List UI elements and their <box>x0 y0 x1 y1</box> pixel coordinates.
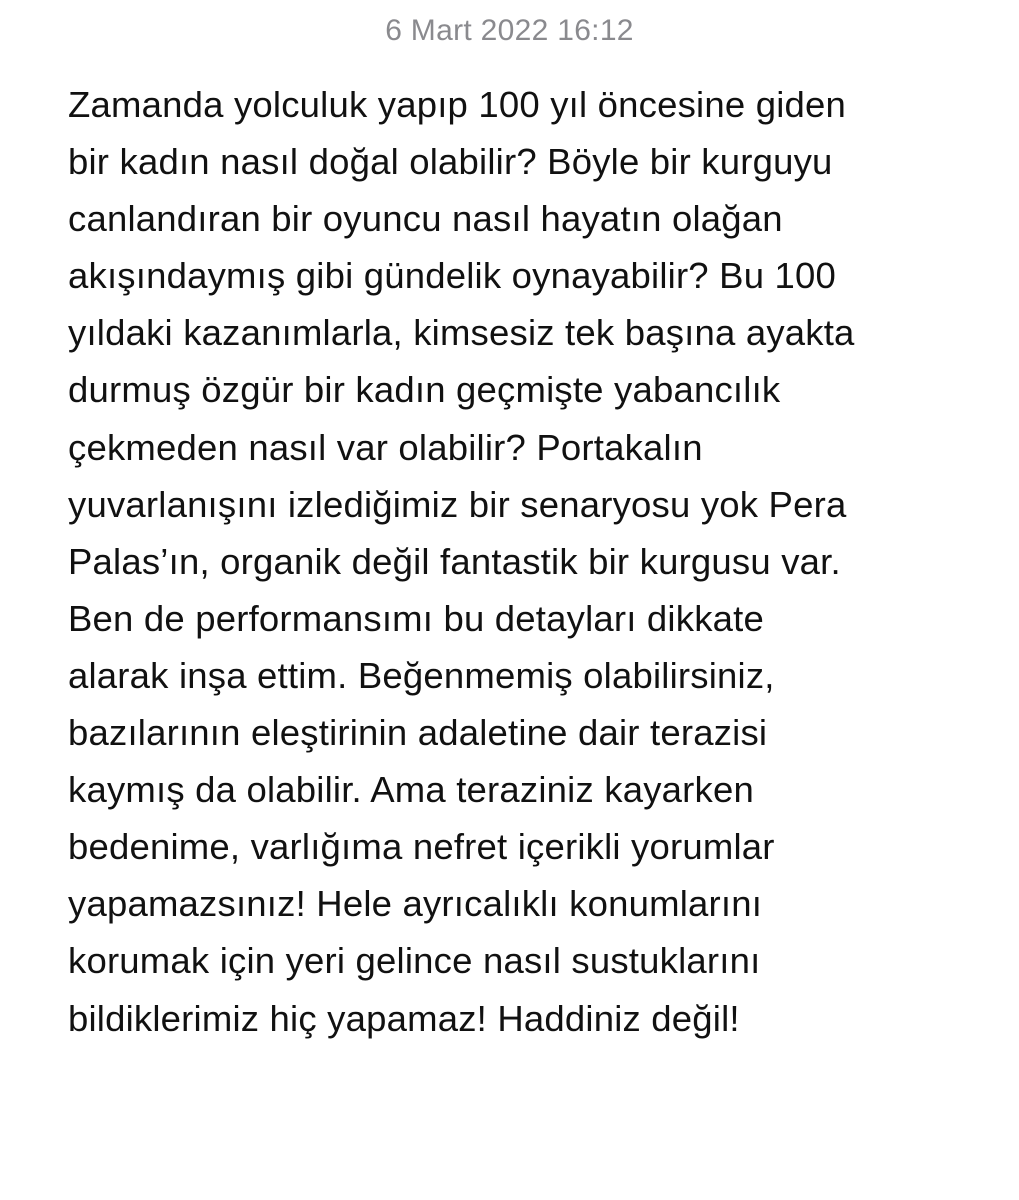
note-line: bildiklerimiz hiç yapamaz! Haddiniz değil! <box>68 997 740 1039</box>
note-line: bazılarının eleştirinin adaletine dair terazisi <box>68 712 768 754</box>
note-line: Zamanda yolculuk yapıp 100 yıl öncesine giden <box>68 84 847 125</box>
note-line: bedenime, varlığıma nefret içerikli yorumlar <box>68 826 775 868</box>
note-line: korumak için yeri gelince nasıl sustuklarını <box>68 940 761 982</box>
note-timestamp: 6 Mart 2022 16:12 <box>385 14 634 47</box>
note-line: yuvarlanışını izlediğimiz bir senaryosu yok Pera <box>68 483 847 525</box>
note-body-text[interactable] <box>68 76 998 1047</box>
note-line: canlandıran bir oyuncu nasıl hayatın olağan <box>68 198 783 240</box>
note-line: Ben de performansımı bu detayları dikkate <box>68 597 764 639</box>
note-line: kaymış da olabilir. Ama teraziniz kayarken <box>68 769 754 811</box>
note-line: durmuş özgür bir kadın geçmişte yabancılık <box>68 369 781 411</box>
note-line: akışındaymış gibi gündelik oynayabilir? Bu 100 <box>68 255 837 297</box>
note-line: çekmeden nasıl var olabilir? Portakalın <box>68 426 703 468</box>
note-line: alarak inşa ettim. Beğenmemiş olabilirsiniz, <box>68 654 775 696</box>
note-line: bir kadın nasıl doğal olabilir? Böyle bir kurguyu <box>68 141 833 183</box>
note-line: yapamazsınız! Hele ayrıcalıklı konumlarını <box>68 883 763 925</box>
note-line: yıldaki kazanımlarla, kimsesiz tek başına ayakta <box>68 312 855 354</box>
note-line: Palas’ın, organik değil fantastik bir kurgusu var. <box>68 540 841 582</box>
